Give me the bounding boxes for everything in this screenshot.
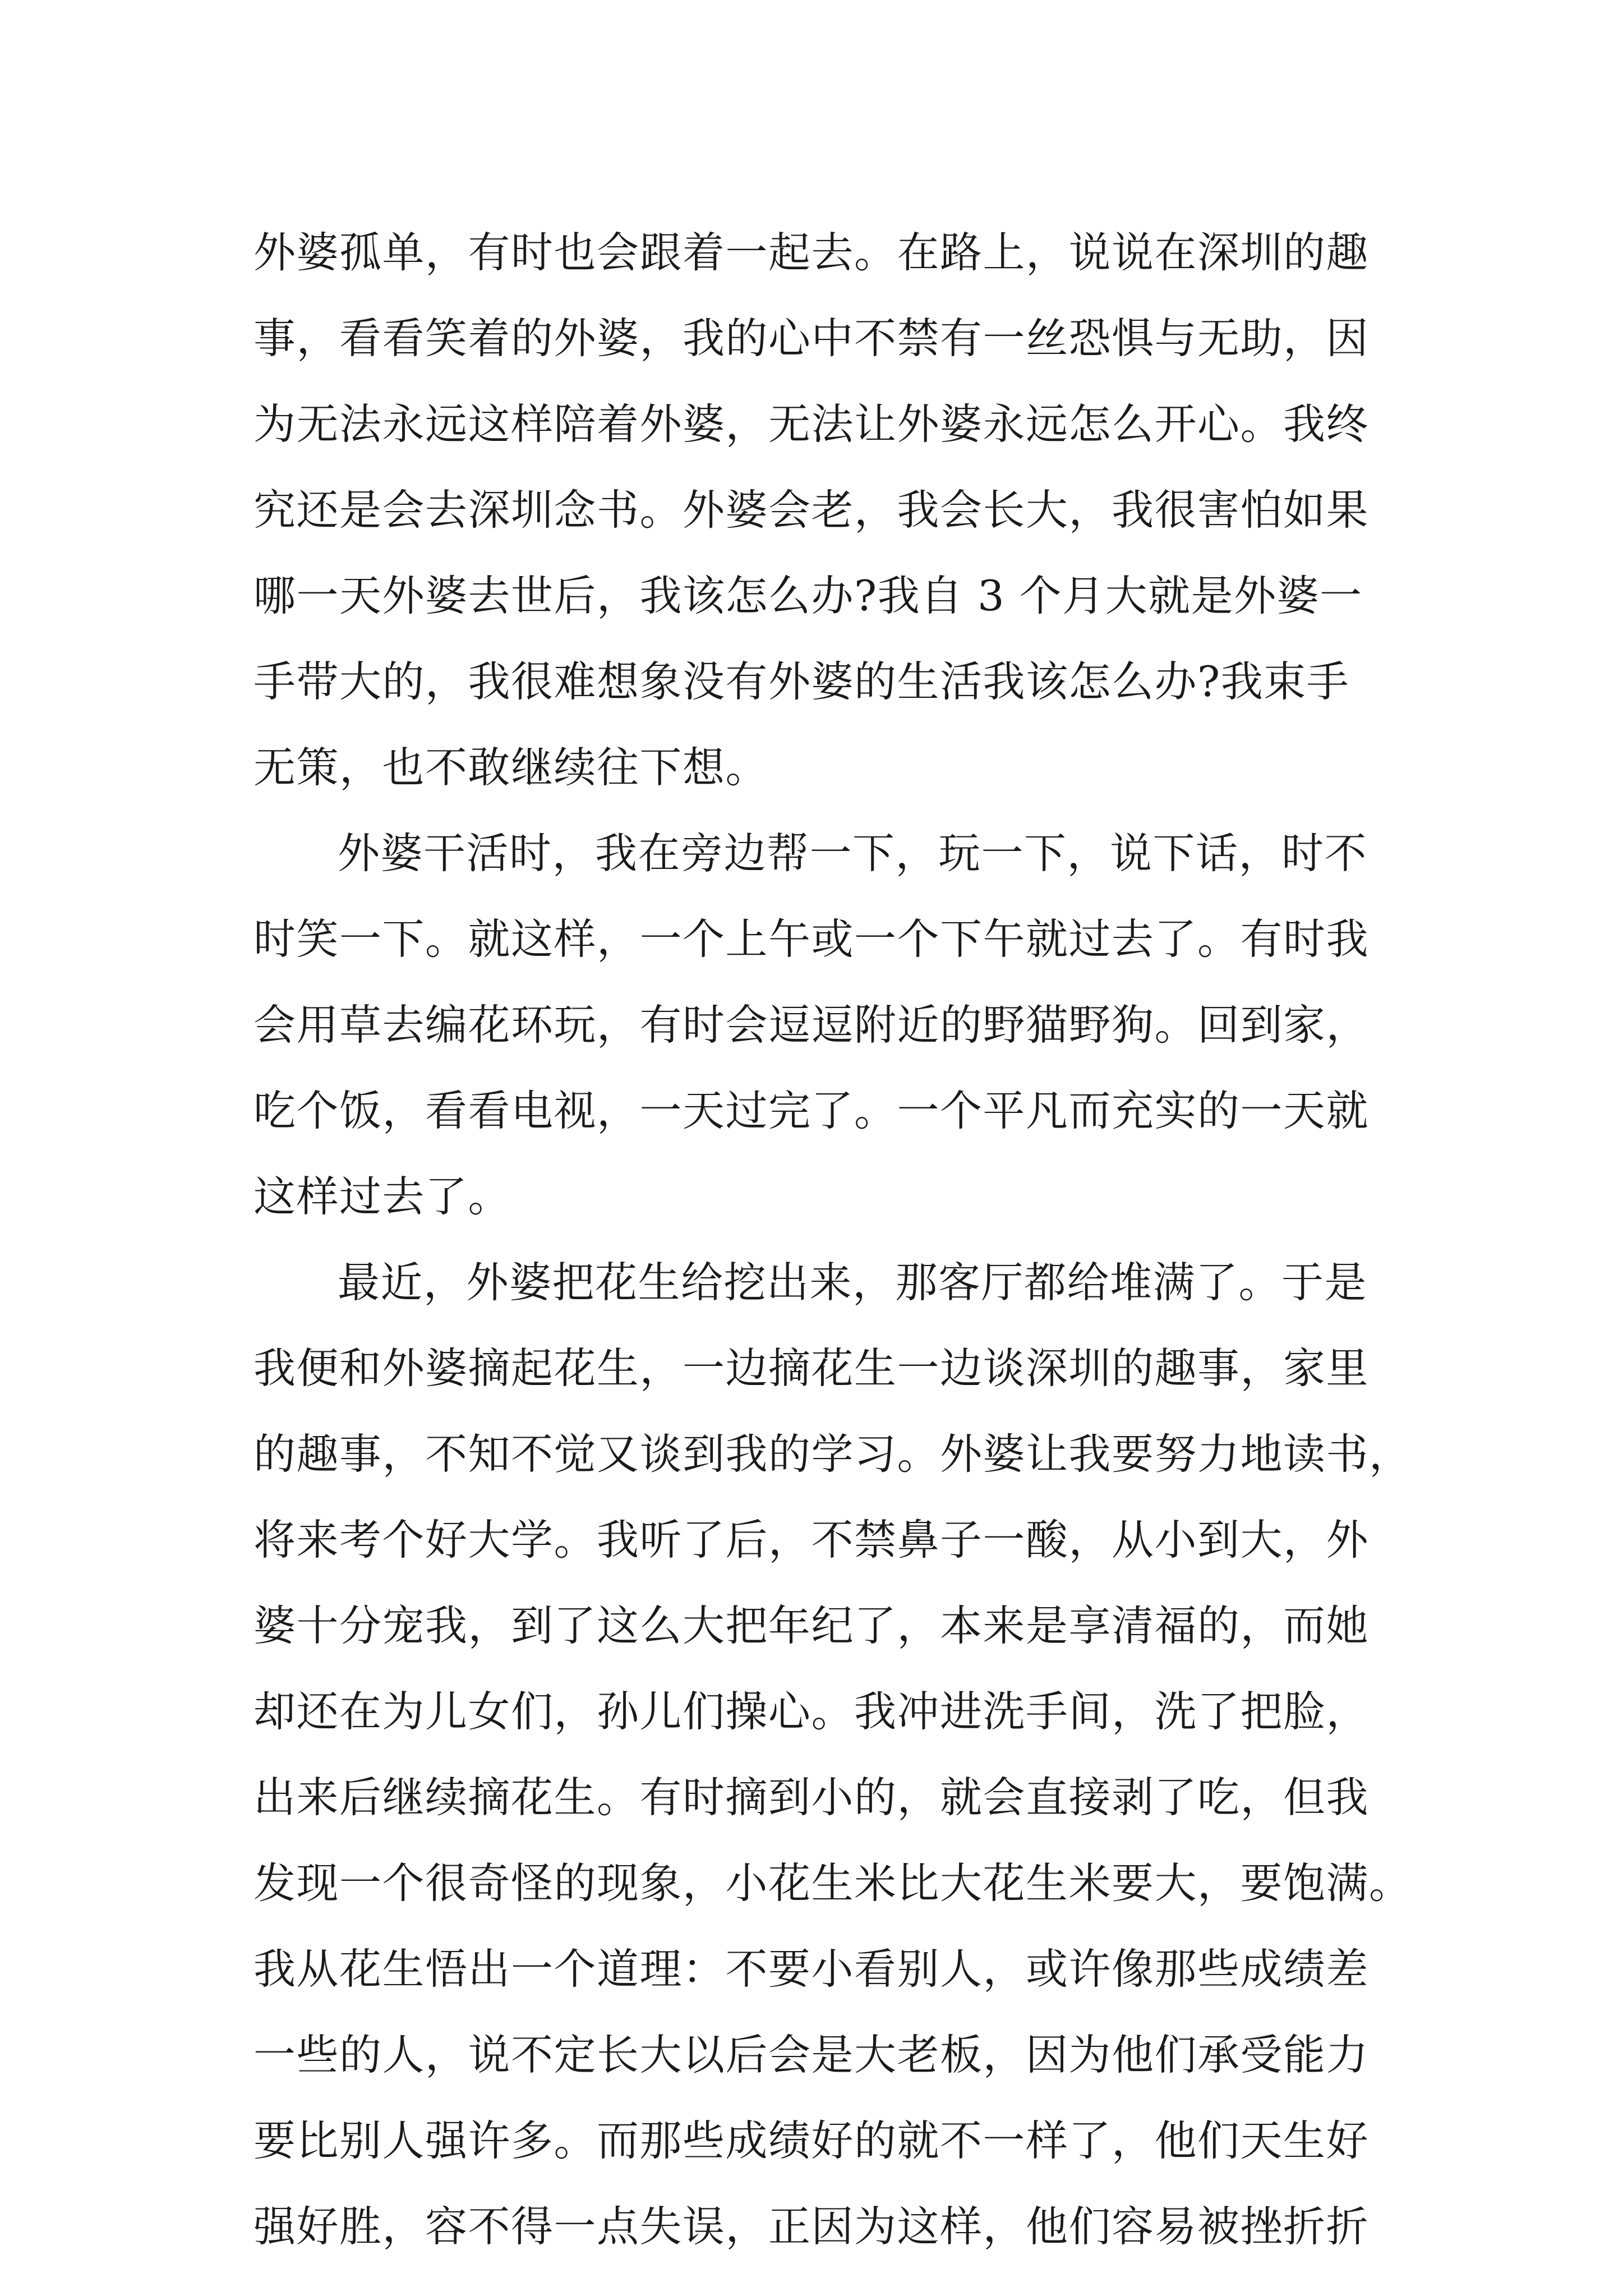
paragraph-1 (253, 210, 1386, 811)
paragraph-3 (253, 1240, 1412, 2270)
text-line: 外婆孤单，有时也会跟着一起去。在路上，说说在深圳的趣 (253, 228, 1370, 277)
text-line: 最近，外婆把花生给挖出来，那客厅都给堆满了。于是 (338, 1258, 1368, 1307)
text-line: 我便和外婆摘起花生，一边摘花生一边谈深圳的趣事，家里 (253, 1343, 1370, 1393)
text-line: 为无法永远这样陪着外婆，无法让外婆永远怎么开心。我终 (253, 399, 1370, 449)
text-line: 的趣事，不知不觉又谈到我的学习。外婆让我要努力地读书， (253, 1429, 1412, 1479)
text-line: 强好胜，容不得一点失误，正因为这样，他们容易被挫折折 (253, 2202, 1370, 2251)
text-line: 一些的人，说不定长大以后会是大老板，因为他们承受能力 (253, 2030, 1370, 2079)
text-line: 外婆干活时，我在旁边帮一下，玩一下，说下话，时不 (338, 829, 1368, 878)
text-line: 出来后继续摘花生。有时摘到小的，就会直接剥了吃，但我 (253, 1773, 1370, 1822)
text-line: 会用草去编花环玩，有时会逗逗附近的野猫野狗。回到家， (253, 1000, 1370, 1050)
document-body (253, 210, 1412, 2270)
paragraph-2 (253, 811, 1386, 1240)
text-line: 哪一天外婆去世后，我该怎么办?我自 3 个月大就是外婆一 (253, 571, 1363, 620)
text-line: 将来考个好大学。我听了后，不禁鼻子一酸，从小到大，外 (253, 1515, 1370, 1565)
text-line: 无策，也不敢继续往下想。 (253, 743, 769, 792)
text-line: 却还在为儿女们，孙儿们操心。我冲进洗手间，洗了把脸， (253, 1687, 1370, 1736)
text-line: 手带大的，我很难想象没有外婆的生活我该怎么办?我束手 (253, 657, 1350, 706)
text-line: 究还是会去深圳念书。外婆会老，我会长大，我很害怕如果 (253, 485, 1370, 535)
text-line: 我从花生悟出一个道理：不要小看别人，或许像那些成绩差 (253, 1944, 1370, 1994)
text-line: 事，看看笑着的外婆，我的心中不禁有一丝恐惧与无助，因 (253, 314, 1370, 363)
text-line: 发现一个很奇怪的现象，小花生米比大花生米要大，要饱满。 (253, 1858, 1412, 1908)
text-line: 吃个饭，看看电视，一天过完了。一个平凡而充实的一天就 (253, 1086, 1370, 1135)
text-line: 时笑一下。就这样，一个上午或一个下午就过去了。有时我 (253, 914, 1370, 964)
text-line: 这样过去了。 (253, 1172, 511, 1221)
text-line: 婆十分宠我，到了这么大把年纪了，本来是享清福的，而她 (253, 1601, 1370, 1650)
text-line: 要比别人强许多。而那些成绩好的就不一样了，他们天生好 (253, 2116, 1370, 2165)
